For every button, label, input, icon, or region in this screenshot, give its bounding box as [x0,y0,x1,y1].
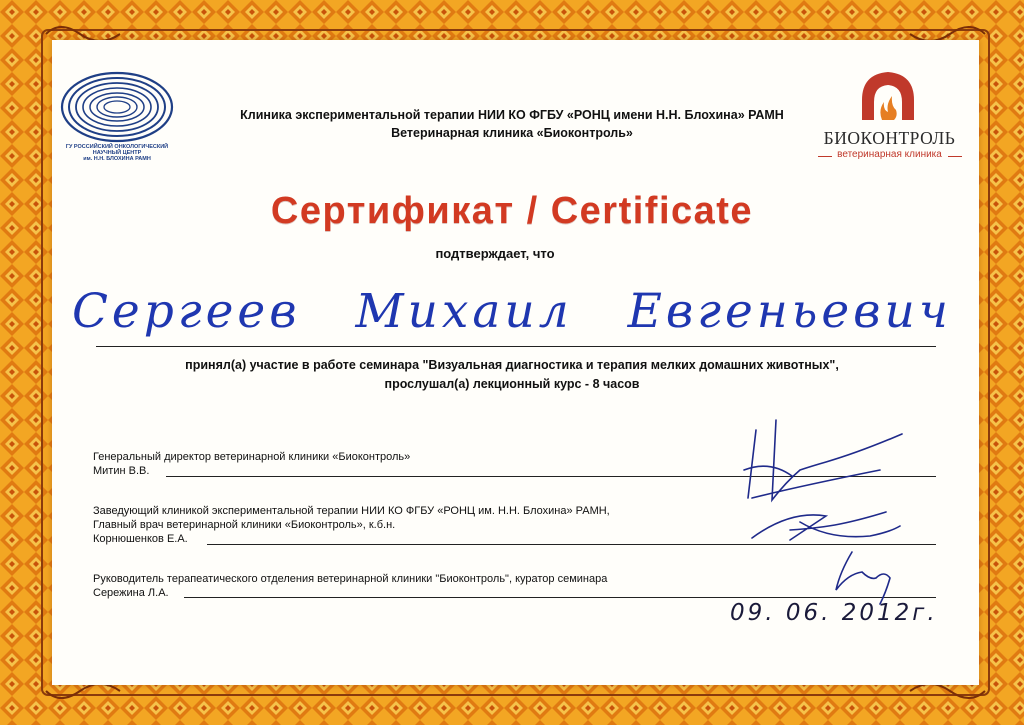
signature-1-stroke [744,420,902,500]
signatory-1-title: Генеральный директор ветеринарной клиники «Биоконтроль» [93,451,411,463]
signature-1-underline [752,470,880,498]
signatory-1-name: Митин В.В. [93,465,150,477]
signature-3-stroke [836,552,890,604]
body-line-1: принял(а) участие в работе семинара "Визуальная диагностика и терапия мелких домашних животных", [185,358,839,372]
signatory-3-name: Сережина Л.А. [93,587,169,599]
signature-2-stroke [752,512,900,540]
certificate-title: Сертификат / Certificate [270,190,754,232]
recipient-name: Сергеев Михаил Евгеньевич [71,284,953,339]
logo-left-caption-line: ГУ РОССИЙСКИЙ ОНКОЛОГИЧЕСКИЙ [65,144,169,150]
header-line-1: Клиника экспериментальной терапии НИИ КО ФГБУ «РОНЦ имени Н.Н. Блохина» РАМН [240,108,784,122]
logo-left-caption-line: им. Н.Н. БЛОХИНА РАМН [83,156,151,162]
signatory-2-title: Заведующий клиникой экспериментальной терапии НИИ КО ФГБУ «РОНЦ им. Н.Н. Блохина» РАМН, [93,505,610,517]
brand-subtitle: ветеринарная клиника [837,149,942,160]
issue-date: 09. 06. 2012г. [730,600,938,626]
confirms-text: подтверждает, что [435,246,555,261]
header-line-2: Ветеринарная клиника «Биоконтроль» [391,126,633,140]
signatory-3-title: Руководитель терапеатического отделения ветеринарной клиники "Биоконтроль", куратор семинара [93,573,608,585]
signatory-2-subtitle: Главный врач ветеринарной клиники «Биоконтроль», к.б.н. [93,519,396,531]
logo-left-caption-line: НАУЧНЫЙ ЦЕНТР [92,150,142,156]
body-line-2: прослушал(а) лекционный курс - 8 часов [384,377,640,391]
brand-name: БИОКОНТРОЛЬ [823,128,956,148]
signatory-2-name: Корнюшенков Е.А. [93,533,188,545]
